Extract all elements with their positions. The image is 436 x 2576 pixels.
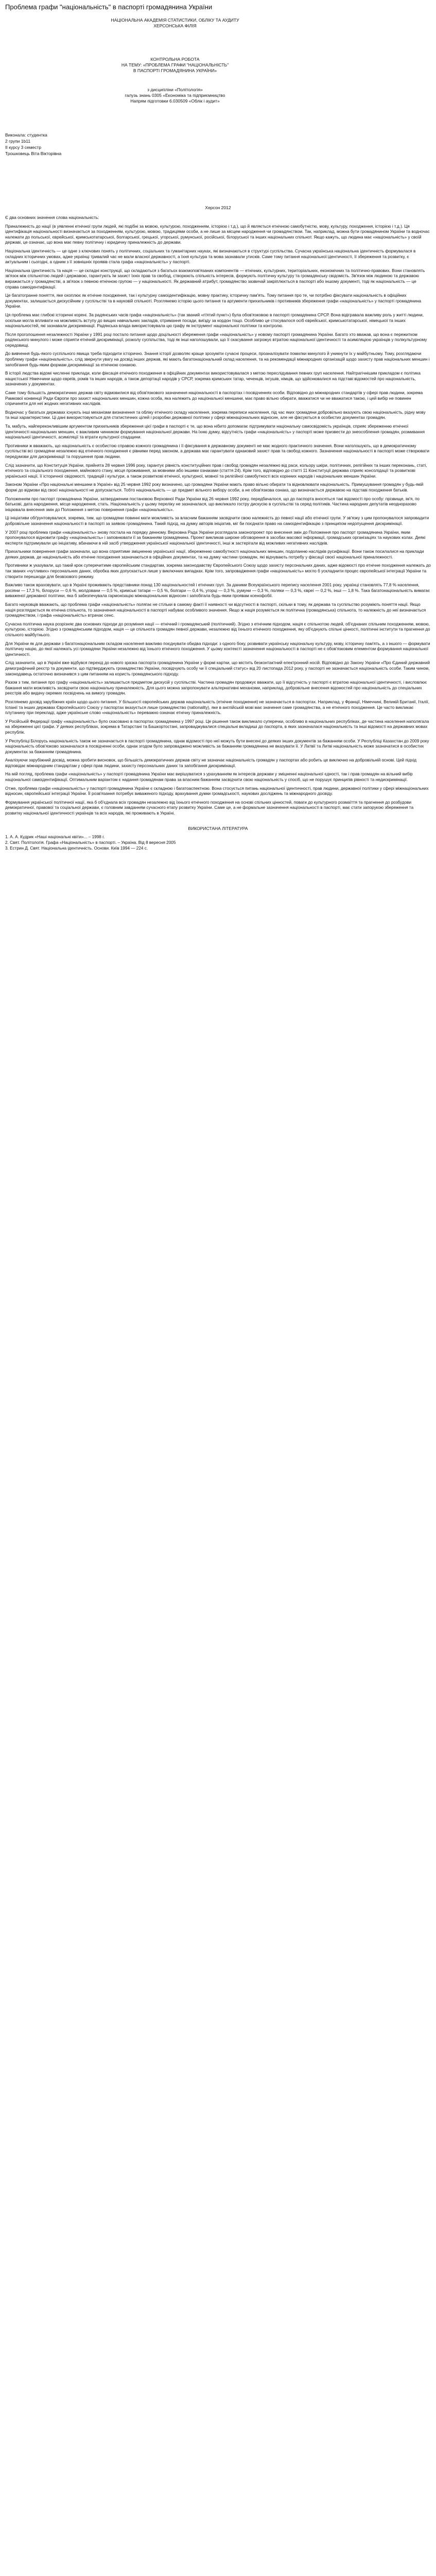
- work-type: КОНТРОЛЬНА РОБОТА: [150, 57, 200, 62]
- reference-item: 3. Естрин Д. Свят. Національна ідентичність. Основи. Київ 1994 — 224 с.: [5, 845, 148, 851]
- body-paragraph: Водночас у багатьох державах існують інші механізми визначення та обліку етнічного складу населення, зокрема переписи населення, під час яких громадяни добровільно вказують свою національність, рідну мову та інші характеристики. Ці дані використовуються для статистичних цілей і розробки державної політики у сфері міжнаціональних відносин, але не фіксуються в особистих документах громадян.: [5, 410, 426, 420]
- body-paragraph: До вивчення будь-якого суспільного явища треба підходити історично. Знання історії дозволяє краще зрозуміти сучасні процеси, проаналізувати помилки минулого й уникнути їх у майбутньому. Тому, розглядаючи проблему графи «національність», слід звернути увагу на досвід інших держав, які мають багатонаціональний склад населення, та на рекомендації міжнародних організацій щодо захисту прав національних меншин і запобігання будь-яким формам дискримінації за етнічною ознакою.: [5, 351, 430, 367]
- references-list: [5, 834, 431, 851]
- references-title: ВИКОРИСТАНА ЛІТЕРАТУРА: [188, 825, 248, 831]
- body-paragraph: Багато науковців вважають, що проблема графи «національність» полягає не стільки в самому факті її наявності чи відсутності в паспорті, скільки в тому, як держава та суспільство розуміють поняття нації. Якщо нація розглядається як етнічна спільнота, то зазначення національності в паспорті набуває особливого значення. Якщо ж нація розуміється як політична (громадянська) спільнота, то належність до неї визначається громадянством, і графа «національність» втрачає сенс.: [5, 602, 426, 618]
- body-paragraph: Ця проблема має глибокі історичні корені. За радянських часів графа «національність» (так званий «п'ятий пункт») була обов'язковою в паспорті громадянина СРСР. Вона відігравала важливу роль у житті людини, оскільки могла впливати на можливість вступу до вищих навчальних закладів, отримання посади, виїзду за кордон тощо. Особливо це стосувалося осіб єврейської, кримськотатарської, німецької та інших національностей, які зазнавали дискримінації. Радянська влада використовувала цю графу як інструмент національної політики та контролю.: [5, 312, 424, 329]
- academy-name: НАЦІОНАЛЬНА АКАДЕМІЯ СТАТИСТИКИ, ОБЛІКУ ТА АУДИТУ: [111, 18, 239, 23]
- body-paragraph: Приналежність до нації (в уявленні етнічної групи людей, які подібні за мовою, культурою, походженням, історією і т.д.), що й являється етнічною самобутністю, мову, культуру, походження, історією і т.д.). Ця ідентифікація національності визначається за походженням, культурою, мовою, традиціями особи, а не лише за місцем народження чи громадянством. Так, наприклад, можна бути громадянином України та водночас належати до польської, єврейської, кримськотатарської, болгарської, грецької, угорської, румунської, російської, білоруської та інших національних спільнот. Якщо кажуть, що людина має «національність» у своїй державі, це означає, що вона має певну політичну і юридичну приналежність до держави.: [5, 224, 430, 245]
- author-info: [5, 132, 431, 157]
- branch-name: ХЕРСОНСЬКА ФІЛІЯ: [153, 23, 197, 28]
- course-info: II курсу 3 семестр: [5, 145, 42, 150]
- body-paragraph: Противники ж указували, що такий крок суперечитиме європейським стандартам, зокрема законодавству Європейського Союзу щодо захисту персональних даних, адже відомості про етнічне походження належать до так званих «чутливих» персональних даних, обробка яких допускається лише у виключних випадках. Крім того, запровадження графи «національність» могло б ускладнити процес європейської інтеграції України та створити перешкоди для безвізового режиму.: [5, 563, 431, 579]
- body-paragraph: Саме тому більшість демократичних держав світу відмовилися від обов'язкового зазначення національності в паспортах і посвідченнях особи. Відповідно до міжнародних стандартів у сфері прав людини, зокрема Рамкової конвенції Ради Європи про захист національних меншин, кожна особа, яка належить до національної меншини, має право вільно обирати, вважатися чи не вважатися такою, і цей вибір не повинен спричиняти для неї жодних негативних наслідків.: [5, 391, 423, 406]
- body-paragraph: Національна ідентичність та нація — це складні конструкції, що складаються з багатьох взаємопов'язаних компонентів — етнічних, культурних, територіальних, економічних та політично-правових. Вони становлять зв'язок між спільнотою людей і державою, гарантують їм захист їхніх прав та свобод, створюють спільність інтересів, формують політичну культуру та громадянську свідомість. Зв'язок між людиною та державою виражається у громадянстві, а зв'язок з певною етнічною групою — у національності. Як державний атрибут, громадянство зазвичай закріплюється в паспорті або іншому документі, тоді як національність — це справа самоідентифікації.: [5, 268, 425, 290]
- essay-body: [5, 215, 431, 817]
- author-name: Трошковець Віта Вікторівна: [5, 151, 62, 156]
- group-info: 2 групи 1b11: [5, 139, 31, 144]
- body-paragraph: Після проголошення незалежності України у 1991 році постало питання щодо доцільності збереження графи «національність» у новому паспорті громадянина України. Багато хто вважав, що вона є пережитком радянського минулого і може сприяти етнічній дискримінації, розколу суспільства, тоді як інші наголошували, що її скасування загрожує втратою національної ідентичності та асиміляцією українців у полікультурному середовищі.: [5, 332, 427, 348]
- body-paragraph: Разом з тим, питання про графу «національність» залишається предметом дискусій у суспільстві. Частина громадян продовжує вважати, що її відсутність у паспорті є втратою національної ідентичності, і висловлює бажання мати можливість засвідчити свою національну приналежність. Для цього можна запропонувати альтернативні механізми, наприклад, добровільне внесення відомостей про національність до спеціальних реєстрів або видачу окремих посвідчень на вимогу громадян.: [5, 680, 427, 696]
- title-page: [21, 18, 329, 104]
- body-paragraph: Є два основних значення слова національність:: [5, 215, 99, 220]
- work-theme-line-2: В ПАСПОРТІ ГРОМАДЯНИНА УКРАЇНИ»: [133, 68, 217, 73]
- work-theme: НА ТЕМУ: «ПРОБЛЕМА ГРАФИ "НАЦІОНАЛЬНІСТЬ": [121, 62, 229, 67]
- reference-item: 2. Свят. Політологія. Графа «Національність» в паспорті. – Україна. Від 8 вересня 2005: [5, 840, 176, 845]
- body-paragraph: Положенням про паспорт громадянина України, затвердженим постановою Верховної Ради України від 26 червня 1992 року, передбачалося, що до паспорта вносяться такі відомості про особу: прізвище, ім'я, по батькові, дата народження, місце народження, стать. Національність у цьому переліку не зазначалася, що викликало гостру дискусію в суспільстві та серед політиків. Частина народних депутатів неодноразово ініціювала внесення змін до Положення з метою повернення графи «національність».: [5, 496, 420, 512]
- training-direction: Напрям підготовки 6.030509 «Облік і аудит»: [130, 98, 220, 104]
- document-title: Проблема графи "національність" в паспорті громадянина України: [5, 3, 213, 11]
- body-paragraph: У Російській Федерації графу «національність» було скасовано в паспортах громадянина у 1997 році. Це рішення також викликало суперечки, особливо в національних республіках, де частина населення наполягала на збереженні цієї графи. У деяких республіках, зокрема в Татарстані та Башкортостані, запроваджувалися спеціальні вкладиші до паспорта, в яких зазначалася національність та інші відомості на державних мовах республік.: [5, 719, 429, 735]
- body-paragraph: Для України як для держави з багатонаціональним складом населення важливо поєднувати обидва підходи: з одного боку, розвивати українську національну культуру, мову, історичну пам'ять, а з іншого — формувати політичну націю, до якої належать усі громадяни України незалежно від їхнього етнічного походження. У цьому контексті зазначення національності в паспорті не є обов'язковим елементом формування національної ідентичності.: [5, 641, 430, 657]
- body-paragraph: Національна ідентичність — це одне з ключових понять у політичних, соціальних та гуманітарних науках, які визначаються в структурі суспільства. Сучасна українська національна ідентичність формувалася в складних історичних умовах, адже українці тривалий час не мали власної державності, а їхня культура та мова зазнавали утисків. Саме тому питання національної ідентичності, її збереження та розвитку, є актуальним і сьогодні, а одним з її зовнішніх проявів стала графа «національність» у паспорті.: [5, 248, 416, 265]
- body-paragraph: Прихильники повернення графи зазначали, що вона сприятиме зміцненню української нації, збереженню самобутності національних меншин, подоланню наслідків русифікації. Вони також посилалися на приклади деяких держав, де національність або етнічне походження зазначаються в офіційних документах, та на думку частини громадян, які відчувають потребу у фіксації своєї національної приналежності.: [5, 549, 424, 560]
- body-paragraph: Законом України «Про національні меншини в Україні» від 25 червня 1992 року визначено, що громадяни України мають право вільно обирати та відновлювати національність. Примушування громадян у будь-якій формі до відмови від своєї національності не допускається. Тобто національність — це предмет вільного вибору особи, а не обов'язкова ознака, що визначається державою на підставі походження батьків.: [5, 482, 424, 493]
- body-paragraph: В історії людства відомі численні приклади, коли фіксація етнічного походження в офіційних документах використовувалася з метою переслідування певних груп населення. Найтрагічнішим прикладом є політика нацистської Німеччини щодо євреїв, ромів та інших народів, а також депортації народів у СРСР, зокрема кримських татар, чеченців, інгушів, німців, що здійснювалися на підставі відомостей про національність, зазначених у документах.: [5, 371, 421, 387]
- reference-item: 1. А. А. Кудрик «Наші національні квіти»... – 1998 г.: [5, 834, 105, 839]
- body-paragraph: Формування української політичної нації, яка б об'єднала всіх громадян незалежно від їхнього етнічного походження на основі спільних цінностей, поваги до культурного розмаїття та прагнення до розбудови демократичної, правової та соціальної держави, є головним завданням сучасного етапу розвитку України. Саме це, а не формальне зазначення національності в паспорті, має стати запорукою збереження та розвитку національної ідентичності українців та всіх народів, які проживають в Україні.: [5, 800, 414, 816]
- body-paragraph: На мій погляд, проблема графи «національність» у паспорті громадянина України має вирішуватися з урахуванням як інтересів держави у зміцненні національної єдності, так і прав громадян на вільний вибір національної самоідентифікації. Оптимальним варіантом є надання громадянам права за власним бажанням засвідчити свою національність у спосіб, що не порушує принципів рівності та недискримінації.: [5, 772, 413, 783]
- body-paragraph: Аналізуючи зарубіжний досвід, можна зробити висновок, що більшість демократичних держав світу не зазначає національність громадян у паспортах або робить це виключно на добровільній основі. Цей підхід відповідає міжнародним стандартам у сфері прав людини, захисту персональних даних та запобігання дискримінації.: [5, 758, 417, 768]
- knowledge-field: галузь знань 0305 «Економіка та підприємництво: [125, 93, 225, 98]
- body-paragraph: Розглянемо досвід зарубіжних країн щодо цього питання. У більшості європейських держав національність (етнічне походження) не зазначається в паспортах. Наприклад, у Франції, Німеччині, Великій Британії, Італії, Іспанії та інших державах Європейського Союзу у паспортах вказується лише громадянство (nationality), яке в англійській мові має значення саме громадянства, а не етнічного походження. Це часто викликає плутанину при перекладі, адже українське слово «національність» переважно означає етнічну приналежність.: [5, 699, 429, 716]
- body-paragraph: Важливо також враховувати, що в Україні проживають представники понад 130 національностей і етнічних груп. За даними Всеукраїнського перепису населення 2001 року, українці становлять 77,8 % населення, росіяни — 17,3 %, білоруси — 0,6 %, молдовани — 0,5 %, кримські татари — 0,5 %, болгари — 0,4 %, угорці — 0,3 %, румуни — 0,3 %, поляки — 0,3 %, євреї — 0,2 %, інші — 1,8 %. Така багатонаціональність вимагає виваженої державної політики, яка б забезпечувала гармонізацію міжнаціональних відносин і запобігала будь-яким проявам ксенофобії.: [5, 583, 430, 599]
- body-paragraph: У 2007 році проблема графи «національність» знову постала на порядку денному. Верховна Рада України розглядала законопроект про внесення змін до Положення про паспорт громадянина України, яким пропонувалося відновити графу «національність» і заповнювати її за бажанням громадянина. Проект викликав широке обговорення в засобах масової інформації, громадських організаціях та наукових колах. Деякі експерти підтримували цю ініціативу, вбачаючи в ній засіб утвердження української національної ідентичності, інші ж застерігали від можливих негативних наслідків.: [5, 530, 426, 546]
- document-page: [0, 0, 436, 851]
- body-paragraph: Ці ініціативи обґрунтовувалися, зокрема, тим, що громадяни повинні мати можливість за власним бажанням засвідчити свою належність до певної нації або етнічної групи. У зв'язку з цим пропонувалося запровадити добровільне зазначення національності в паспорті за заявою громадянина. Такий підхід, на думку авторів ініціатив, міг би поєднати право на самоідентифікацію з принципом недопущення дискримінації.: [5, 516, 429, 526]
- body-paragraph: Противники ж вважають, що національність є особистою справою кожного громадянина і її фіксування в державному документі не має жодного практичного значення. Вони наголошують, що в демократичному суспільстві всі громадяни незалежно від етнічного походження є рівними перед законом, а держава має гарантувати однаковий захист прав та свобод кожного. Зазначення національності в паспорті може створювати передумови для дискримінації та порушення прав людини.: [5, 443, 429, 459]
- body-paragraph: Слід зазначити, що Конституція України, прийнята 28 червня 1996 року, гарантує рівність конституційних прав і свобод громадян незалежно від раси, кольору шкіри, політичних, релігійних та інших переконань, статі, етнічного та соціального походження, майнового стану, місця проживання, за мовними або іншими ознаками (стаття 24). Крім того, відповідно до статті 11 Конституції держава сприяє консолідації та розвиткові української нації, її історичної свідомості, традицій і культури, а також розвиткові етнічної, культурної, мовної та релігійної самобутності всіх корінних народів і національних меншин України.: [5, 463, 427, 479]
- body-paragraph: Це багатогранне поняття, яке охоплює як етнічне походження, так і культурну самоідентифікацію, мовну практику, історичну пам'ять. Тому питання про те, чи потрібно фіксувати національність в офіційних документах, залишається дискусійним у суспільстві та в науковій спільноті. Розглянемо історію цього питання та аргументи прихильників і противників збереження графи «національність» у паспорті громадянина України.: [5, 293, 422, 309]
- body-paragraph: Сучасна політична наука розрізняє два основних підходи до розуміння нації — етнічний і громадянський (політичний). Згідно з етнічним підходом, нація є спільнотою людей, об'єднаних спільним походженням, мовою, культурою, історією. Згідно з громадянським підходом, нація — це спільнота громадян певної держави, незалежно від їхнього етнічного походження, яку об'єднують спільні цінності, політичні інститути та прагнення до спільного майбутнього.: [5, 621, 430, 637]
- body-paragraph: Та, мабуть, найпереконливішим аргументом прихильників збереження цієї графи в паспорті є те, що вона нібито допомагає підтримувати національну самосвідомість українців, сприяє збереженню етнічної ідентичності національних меншин, є важливим чинником формування національної держави. На їхню думку, відсутність графи «національність» у паспорті може призвести до знеособлення громадян, розмивання національної ідентичності, асиміляції та втрати культурної спадщини.: [5, 424, 425, 440]
- body-paragraph: У Республіці Білорусь національність також не зазначається в паспорті громадянина, однак відомості про неї можуть бути внесені до деяких інших документів за бажанням особи. У Республіці Казахстан до 2009 року національність обов'язково зазначалася в посвідченні особи, однак згодом було запроваджено можливість за бажанням громадянина не вказувати її. У Латвії та Литві національність може зазначатися в особистих документах за бажанням громадянина.: [5, 738, 429, 754]
- discipline: з дисципліни «Політологія»: [147, 87, 203, 92]
- city-year: Херсон 2012: [205, 205, 231, 210]
- performed-by: Виконала: студентка: [5, 132, 47, 138]
- body-paragraph: Отже, проблема графи «національність» у паспорті громадянина України є складною і багатоаспектною. Вона стосується питань національної ідентичності, прав людини, державної політики у сфері міжнаціональних відносин, європейської інтеграції України. Її розв'язання потребує виваженого підходу, врахування думки громадськості, наукових досліджень та міжнародного досвіду.: [5, 786, 429, 796]
- body-paragraph: Слід зазначити, що в Україні вже відбувся перехід до нового зразка паспорта громадянина України у формі картки, що містить безконтактний електронний носій. Відповідно до Закону України «Про Єдиний державний демографічний реєстр та документи, що підтверджують громадянство України, посвідчують особу чи її спеціальний статус» від 20 листопада 2012 року, у паспорті не зазначається національність особи. Таким чином, законодавець остаточно визначився з цим питанням на користь громадянського підходу.: [5, 660, 430, 676]
